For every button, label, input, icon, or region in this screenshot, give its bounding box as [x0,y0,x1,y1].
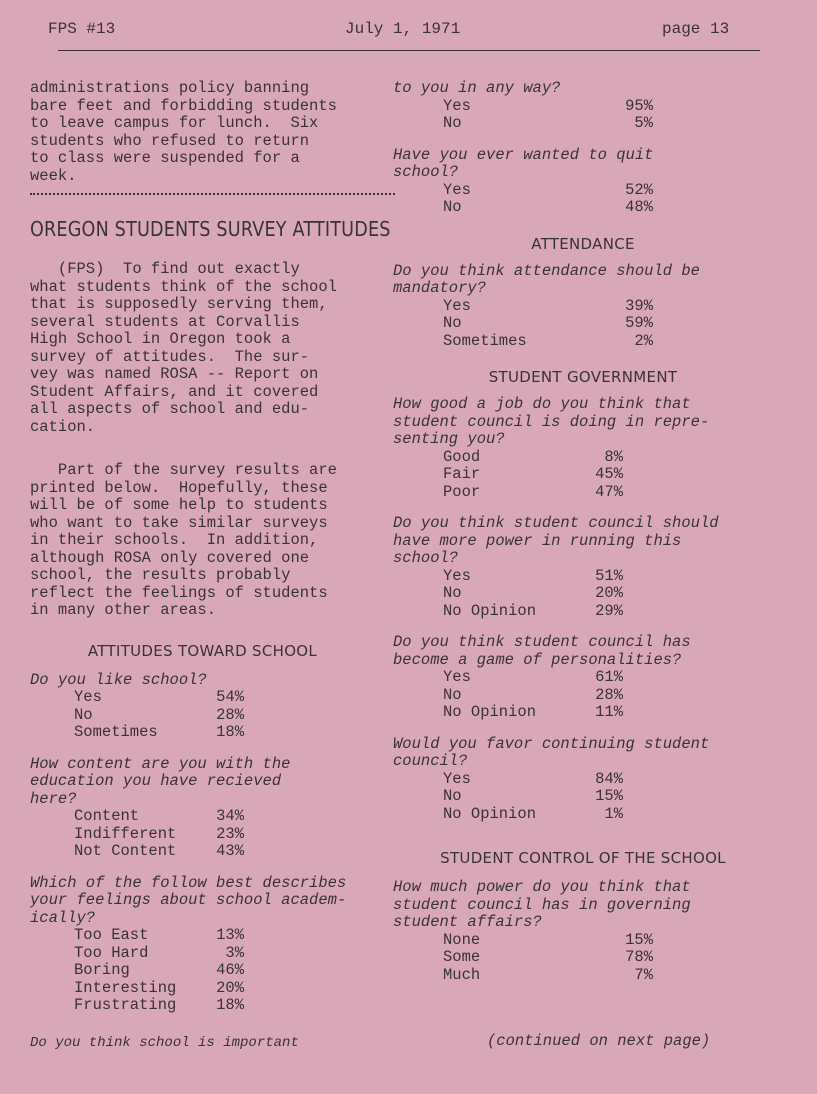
answer-label: Good [443,447,481,466]
text-line: to leave campus for lunch. Six [30,114,319,132]
answer-percent: 5% [634,114,653,132]
answer-row [393,949,773,967]
answer-label: Much [443,965,481,984]
answer-row [30,707,375,725]
answer-percent: 1% [604,804,623,823]
survey-question [30,672,375,742]
answer-percent: 23% [216,824,244,843]
text-line: in many other areas. [30,601,217,619]
answer-label: Poor [443,482,481,501]
survey-question [393,515,773,620]
survey-question [393,736,773,824]
answer-percent: 3% [225,943,244,962]
question-text: Which of the follow best describes [30,873,347,892]
issue-date: July 1, 1971 [345,20,461,38]
text-line: that is supposedly serving them, [30,295,328,313]
question-text: student affairs? [393,913,542,931]
answer-label: Boring [74,961,130,979]
survey-question [393,879,773,984]
section-title-attendance: ATTENDANCE [531,234,635,253]
answer-row [393,182,773,200]
answer-row [393,333,773,351]
answer-row [393,449,773,467]
answer-label: Interesting [74,978,177,997]
answer-row [393,298,773,316]
question-text: How much power do you think that [393,878,691,896]
question-text: to you in any way? [393,79,561,97]
question-text: senting you? [393,430,505,448]
answer-percent: 20% [216,978,244,997]
question-text: Do you think student council should [393,514,719,532]
answer-label: Sometimes [443,331,527,350]
answer-row [393,788,773,806]
answer-percent: 7% [634,965,653,984]
section-title-government: STUDENT GOVERNMENT [488,368,678,386]
answer-row [30,724,375,742]
answer-percent: 20% [595,584,623,602]
text-line: students who refused to return [30,131,310,150]
question-text: education you have recieved [30,772,282,790]
answer-label: None [443,930,481,949]
text-line: in their schools. In addition, [30,531,319,549]
answer-percent: 34% [216,807,244,825]
page-header [0,0,817,60]
left-column [30,79,391,1052]
answer-row [393,568,773,586]
answer-row [393,687,773,705]
text-line: cation. [30,417,96,436]
answer-label: Yes [443,566,471,585]
text-line: what students think of the school [30,277,337,296]
answer-percent: 45% [595,465,623,483]
text-line: High School in Oregon took a [30,330,291,348]
answer-label: Yes [443,96,471,115]
answer-percent: 28% [216,705,244,724]
answer-row [393,669,773,687]
question-text: school? [393,163,459,181]
answer-percent: 29% [595,601,623,620]
answer-percent: 39% [625,296,653,315]
answer-percent: 59% [625,314,653,332]
survey-question [393,80,773,133]
answer-row [393,466,773,484]
survey-question [393,396,773,501]
section-title-control: STUDENT CONTROL OF THE SCHOOL [440,849,726,867]
answer-row [30,980,375,998]
answer-percent: 51% [595,566,623,585]
answer-percent: 2% [634,331,653,350]
article-paragraph-1 [30,261,375,436]
answer-label: Fair [443,465,481,483]
answer-label: Yes [443,668,471,686]
answer-percent: 52% [625,180,653,199]
answer-percent: 13% [216,926,244,944]
text-line: (FPS) To find out exactly [30,260,300,278]
question-important [393,80,773,133]
answer-row [30,689,375,707]
article-headline: OREGON STUDENTS SURVEY ATTITUDES [30,217,391,241]
question-text: student council is doing in repre- [393,412,710,431]
question-text: Have you ever wanted to quit [393,145,654,164]
answer-row [30,927,375,945]
answer-label: Sometimes [74,723,158,741]
question-text: Do you think student council has [393,633,691,651]
answer-row [393,932,773,950]
answer-row [393,771,773,789]
answer-percent: 46% [216,961,244,979]
answer-row [393,115,773,133]
question-text: council? [393,752,468,770]
answer-label: Some [443,948,481,966]
text-line: who want to take similar surveys [30,513,328,532]
answer-label: Frustrating [74,996,177,1014]
answer-label: Content [74,807,140,825]
text-line: Student Affairs, and it covered [30,382,319,401]
continued-note: (continued on next page) [487,1032,711,1050]
answer-percent: 95% [625,96,653,115]
answer-row [30,843,375,861]
answer-percent: 84% [595,769,623,788]
answer-percent: 15% [625,930,653,949]
answer-label: No Opinion [443,601,537,620]
answer-label: Yes [443,296,471,315]
answer-row [393,806,773,824]
question-control [393,879,773,984]
question-attendance [393,263,773,351]
answer-label: No [443,584,462,602]
question-text: student council has in governing [393,895,691,914]
answer-row [393,603,773,621]
issue-number: FPS #13 [48,20,116,38]
answer-label: No [443,787,462,805]
survey-question [30,756,375,861]
text-line: although ROSA only covered one [30,548,310,567]
answer-label: No [443,114,462,132]
question-text: here? [30,789,77,808]
answer-percent: 18% [216,996,244,1014]
question-text: Would you favor continuing student [393,734,710,753]
answer-row [393,585,773,603]
text-line: all aspects of school and edu- [30,400,310,418]
answer-label: No [443,685,462,704]
attitude-questions [30,672,375,1029]
answer-row [30,945,375,963]
text-line: reflect the feelings of students [30,583,328,602]
question-quit [393,147,773,217]
answer-label: Indifferent [74,824,177,843]
text-line: vey was named ROSA -- Report on [30,365,319,383]
text-line: will be of some help to students [30,496,328,514]
answer-row [393,484,773,502]
text-line: several students at Corvallis [30,312,300,331]
text-line: to class were suspended for a [30,149,300,167]
answer-label: No Opinion [443,804,537,823]
intro-paragraph [30,80,375,185]
survey-question [393,634,773,722]
question-text: become a game of personalities? [393,650,682,669]
answer-row [393,315,773,333]
answer-row [393,199,773,217]
answer-percent: 43% [216,842,244,860]
question-text: mandatory? [393,279,487,297]
question-text: your feelings about school academ- [30,891,347,909]
answer-label: Yes [443,769,471,788]
text-line: administrations policy banning [30,79,310,97]
text-line: school, the results probably [30,566,291,584]
answer-row [30,808,375,826]
text-line: survey of attitudes. The sur- [30,347,310,366]
answer-row [393,967,773,985]
survey-question [30,875,375,1015]
government-questions [393,396,773,837]
text-line: week. [30,166,77,185]
continued-question: Do you think school is important [30,1034,299,1051]
answer-row [30,997,375,1015]
answer-label: Yes [74,688,102,706]
question-text: Do you think attendance should be [393,261,700,280]
question-text: How good a job do you think that [393,395,691,413]
answer-percent: 8% [604,447,623,466]
article-paragraph-2 [30,462,375,620]
section-title-attitudes: ATTITUDES TOWARD SCHOOL [87,641,318,660]
answer-percent: 48% [625,198,653,216]
text-line: printed below. Hopefully, these [30,478,328,497]
answer-percent: 28% [595,685,623,704]
answer-row [30,962,375,980]
answer-label: Too East [74,926,149,944]
answer-row [393,98,773,116]
header-rule [58,50,760,51]
answer-percent: 11% [595,703,623,721]
answer-label: Too Hard [74,943,149,962]
answer-label: No [74,705,93,724]
right-column [393,80,773,984]
answer-percent: 18% [216,723,244,741]
answer-label: No [443,198,462,216]
answer-label: Not Content [74,842,177,860]
text-line: Part of the survey results are [30,461,337,479]
question-text: school? [393,549,459,567]
answer-percent: 15% [595,787,623,805]
answer-label: No [443,314,462,332]
answer-percent: 54% [216,688,244,706]
page-number: page 13 [662,20,730,38]
survey-question [393,147,773,217]
question-text: ically? [30,908,96,927]
survey-question [393,263,773,351]
answer-percent: 47% [595,482,623,501]
question-text: Do you like school? [30,670,207,689]
text-line: bare feet and forbidding students [30,96,337,115]
answer-percent: 78% [625,948,653,966]
question-text: have more power in running this [393,531,682,550]
answer-row [393,704,773,722]
answer-percent: 61% [595,668,623,686]
question-text: How content are you with the [30,754,291,773]
answer-label: Yes [443,180,471,199]
answer-label: No Opinion [443,703,537,721]
answer-row [30,826,375,844]
